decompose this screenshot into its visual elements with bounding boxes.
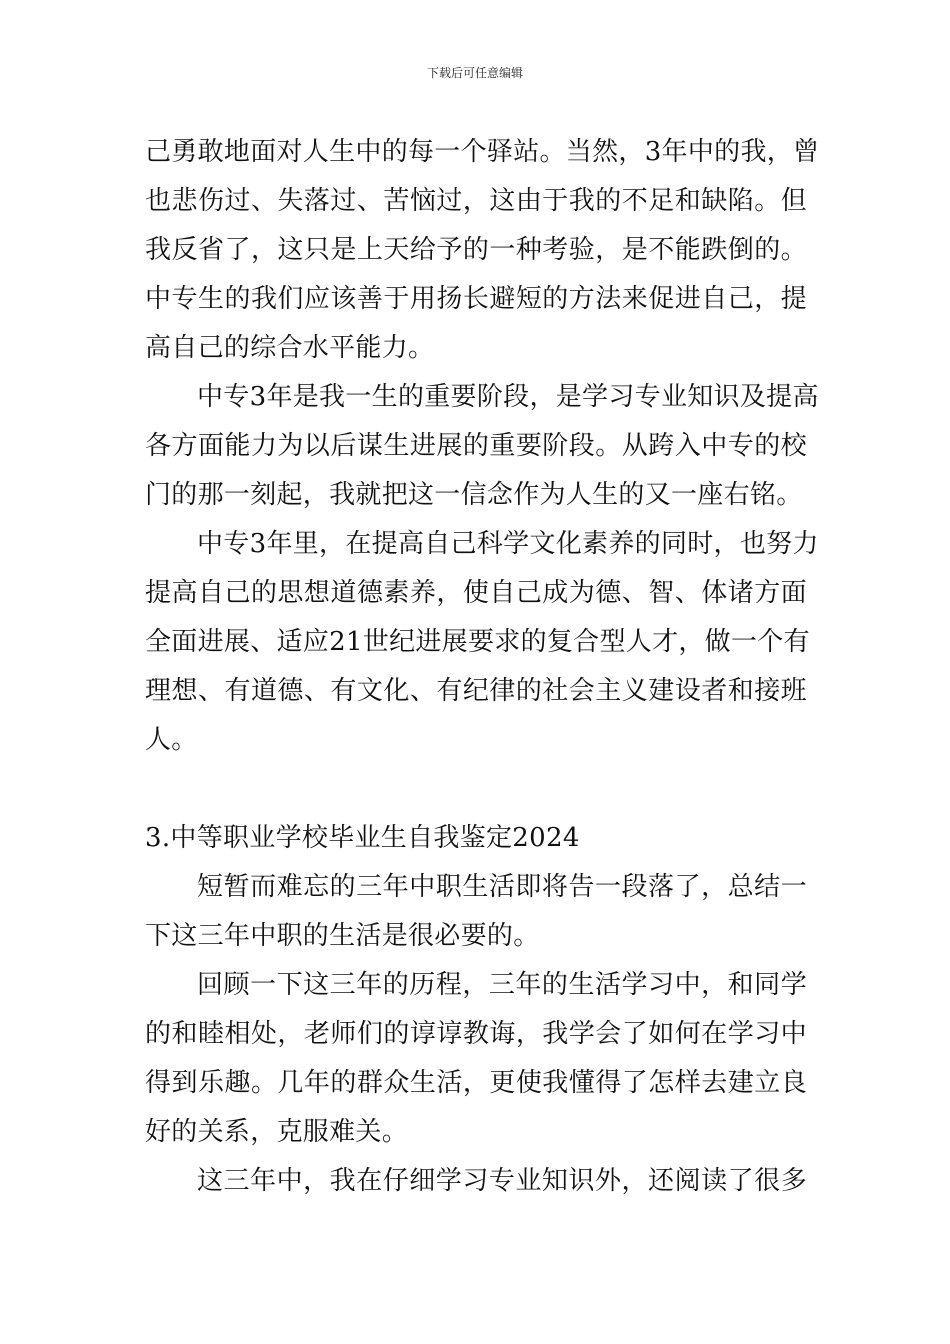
text-line: 好的关系，克服难关。 — [145, 1117, 409, 1147]
text-line: 理想、有道德、有文化、有纪律的社会主义建设者和接班 — [145, 676, 807, 706]
paragraph-2 — [145, 373, 819, 520]
page-header-note: 下载后可任意编辑 — [426, 66, 523, 80]
text-line: 门的那一刻起，我就把这一信念作为人生的又一座右铭。 — [145, 480, 803, 510]
text-line: 我反省了，这只是上天给予的一种考验，是不能跌倒的。 — [145, 235, 807, 265]
paragraph-5 — [145, 961, 807, 1157]
text-line: 回顾一下这三年的历程，三年的生活学习中，和同学 — [197, 970, 807, 1000]
blank-line — [145, 765, 807, 814]
section-heading: 3.中等职业学校毕业生自我鉴定2024 — [145, 823, 580, 853]
text-line: 中专3年是我一生的重要阶段，是学习专业知识及提高 — [197, 382, 819, 412]
paragraph-1 — [145, 128, 820, 373]
text-line: 各方面能力为以后谋生进展的重要阶段。从跨入中专的校 — [145, 431, 807, 461]
paragraph-4 — [145, 863, 807, 961]
text-line: 全面进展、适应21世纪进展要求的复合型人才，做一个有 — [145, 627, 810, 657]
text-line: 中专生的我们应该善于用扬长避短的方法来促进自己，提 — [145, 284, 807, 314]
text-line: 这三年中，我在仔细学习专业知识外，还阅读了很多 — [197, 1166, 807, 1196]
text-line: 高自己的综合水平能力。 — [145, 333, 435, 363]
text-line: 下这三年中职的生活是很必要的。 — [145, 921, 540, 951]
text-line: 也悲伤过、失落过、苦恼过，这由于我的不足和缺陷。但 — [145, 186, 807, 216]
document-body — [145, 128, 820, 1206]
text-line: 中专3年里，在提高自己科学文化素养的同时，也努力 — [197, 529, 819, 559]
paragraph-6 — [145, 1157, 807, 1206]
text-line: 提高自己的思想道德素养，使自己成为德、智、体诸方面 — [145, 578, 807, 608]
text-line: 得到乐趣。几年的群众生活，更使我懂得了怎样去建立良 — [145, 1068, 807, 1098]
text-line: 的和睦相处，老师们的谆谆教诲，我学会了如何在学习中 — [145, 1019, 807, 1049]
text-line: 人。 — [145, 725, 198, 755]
text-line: 短暂而难忘的三年中职生活即将告一段落了，总结一 — [197, 872, 807, 902]
text-line: 己勇敢地面对人生中的每一个驿站。当然，3年中的我，曾 — [145, 137, 820, 167]
paragraph-3 — [145, 520, 819, 765]
